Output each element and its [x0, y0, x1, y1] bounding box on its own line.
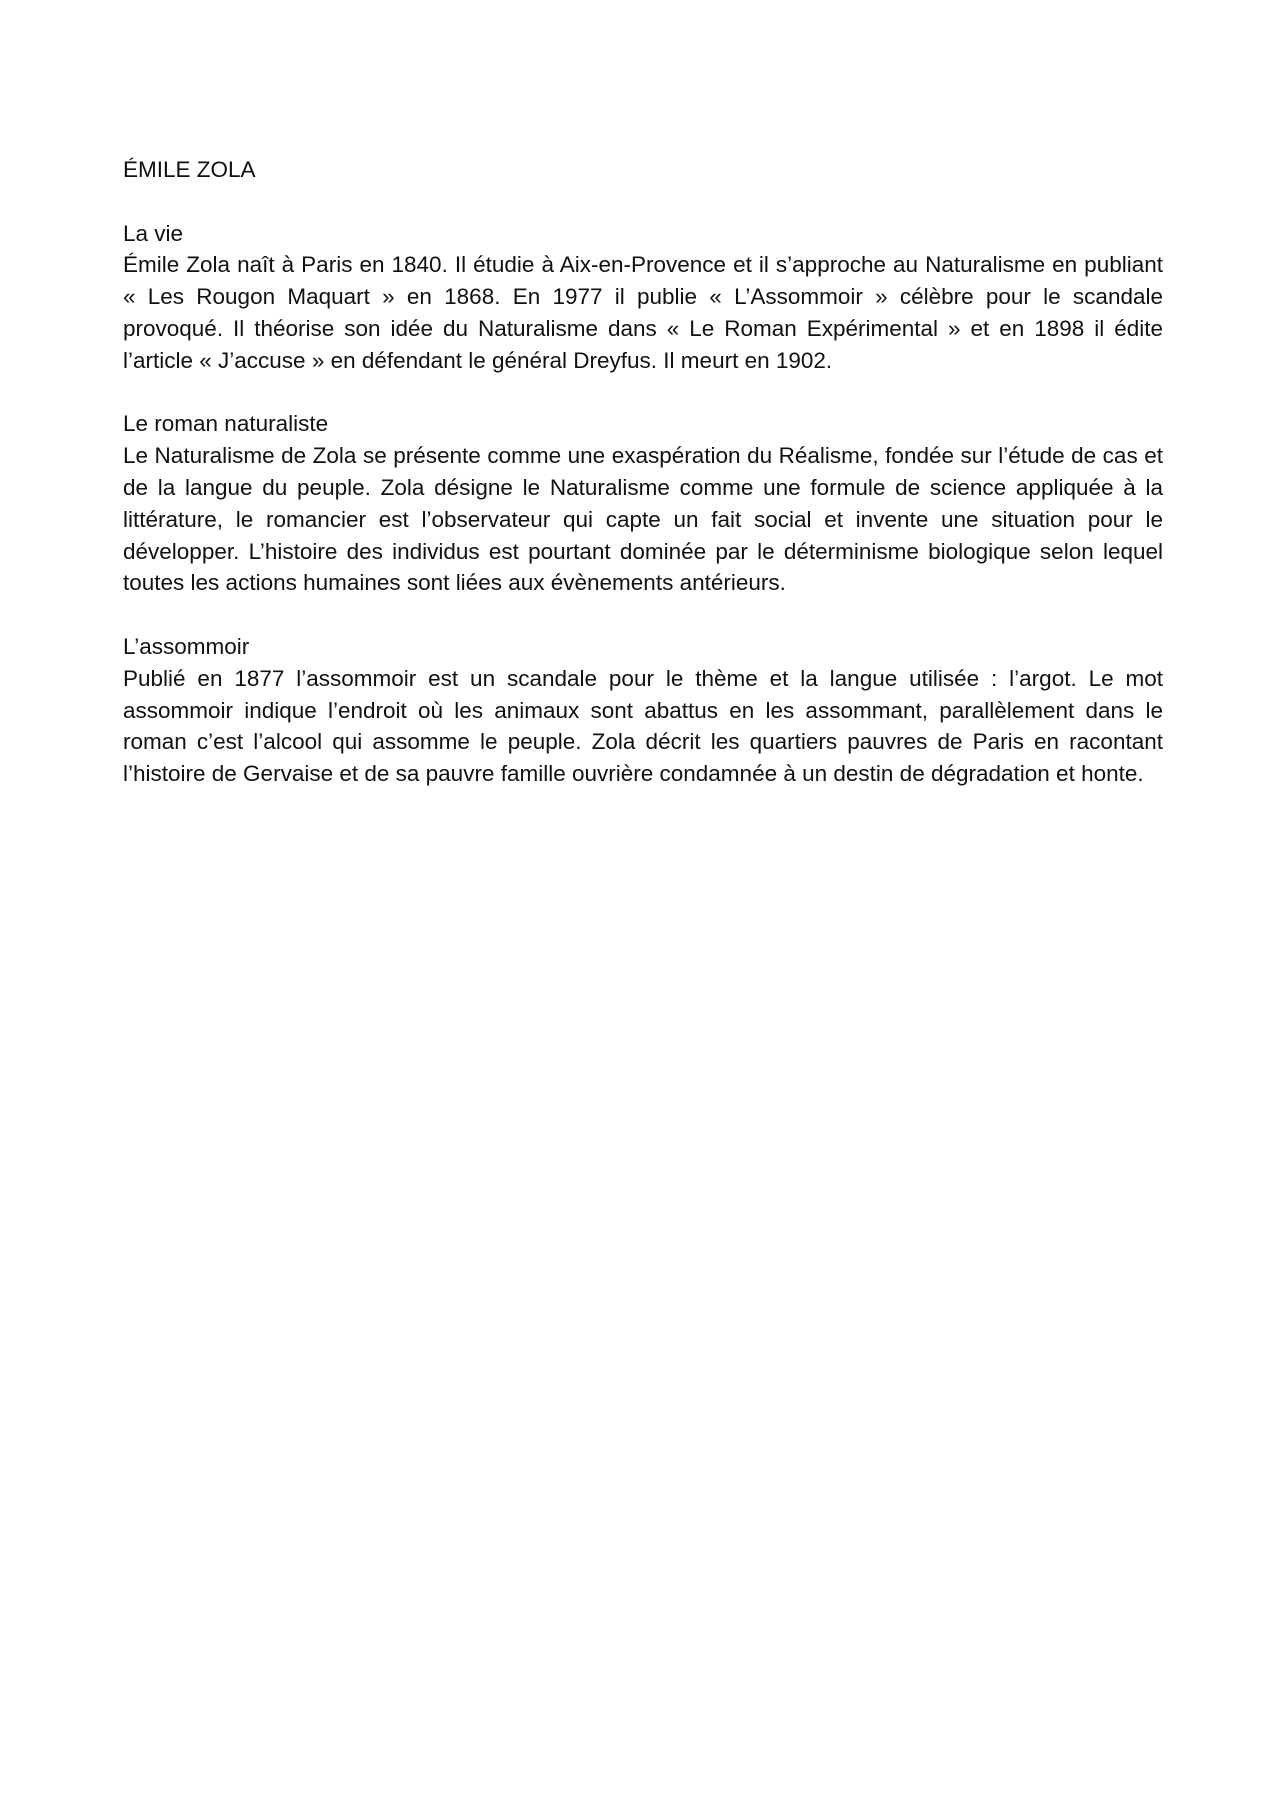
- section-le-roman-naturaliste: [123, 408, 1163, 599]
- section-lassommoir: [123, 631, 1163, 790]
- section-la-vie: [123, 218, 1163, 377]
- document-title: ÉMILE ZOLA: [123, 157, 256, 182]
- section-heading: Le roman naturaliste: [123, 411, 329, 437]
- document-content: [123, 154, 1163, 790]
- section-body: Le Naturalisme de Zola se présente comme une exaspération du Réalisme, fondée sur l’étude de cas et de la langue du peuple. Zola désigne le Naturalisme comme une formule de science appliquée à la littérature, le romancier est l’observateur qui capte un fait social et invente une situation pour le développer. L’histoire des individus est pourtant dominée par le déterminisme biologique selon lequel toutes les actions humaines sont liées aux évènements antérieurs.: [123, 443, 1163, 596]
- section-heading: La vie: [123, 220, 184, 246]
- section-body: Émile Zola naît à Paris en 1840. Il étudie à Aix-en-Provence et il s’approche au Naturalisme en publiant « Les Rougon Maquart » en 1868. En 1977 il publie « L’Assommoir » célèbre pour le scandale provoqué. Il théorise son idée du Naturalisme dans « Le Roman Expérimental » et en 1898 il édite l’article « J’accuse » en défendant le général Dreyfus. Il meurt en 1902.: [123, 252, 1163, 373]
- section-heading: L’assommoir: [123, 633, 250, 659]
- section-body: Publié en 1877 l’assommoir est un scandale pour le thème et la langue utilisée : l’argot. Le mot assommoir indique l’endroit où les animaux sont abattus en les assommant, parallèlement dans le roman c’est l’alcool qui assomme le peuple. Zola décrit les quartiers pauvres de Paris en racontant l’histoire de Gervaise et de sa pauvre famille ouvrière condamnée à un destin de dégradation et honte.: [123, 665, 1163, 787]
